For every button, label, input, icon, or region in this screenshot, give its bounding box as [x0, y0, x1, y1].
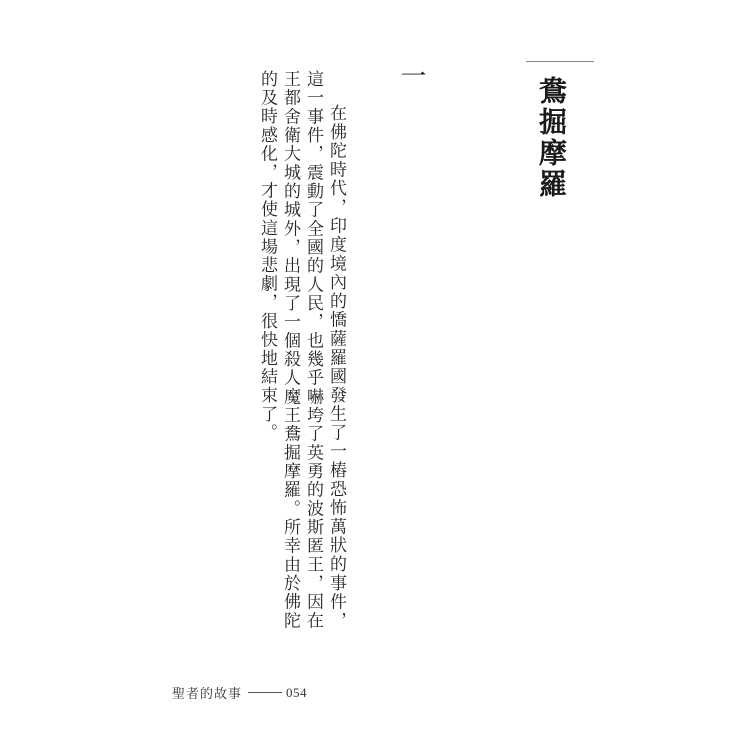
title-rule — [526, 61, 594, 62]
section-number: 一 — [396, 62, 426, 88]
footer-rule — [248, 692, 282, 693]
body-paragraph: 在佛陀時代，印度境內的憍薩羅國發生了一樁恐怖萬狀的事件，這一事件，震動了全國的人民，也幾乎嚇垮了英勇的波斯匿王，因在王都舍衛大城的城外，出現了一個殺人魔王鴦掘摩羅。所幸由於佛陀的及時感化，才使這場悲劇，很快地結束了。 — [257, 70, 346, 630]
body-text-column — [255, 70, 347, 630]
chapter-title: 鴦掘摩羅 — [535, 76, 568, 200]
page-footer — [172, 683, 307, 702]
page-number: 054 — [286, 684, 308, 700]
running-book-title: 聖者的故事 — [172, 687, 243, 702]
